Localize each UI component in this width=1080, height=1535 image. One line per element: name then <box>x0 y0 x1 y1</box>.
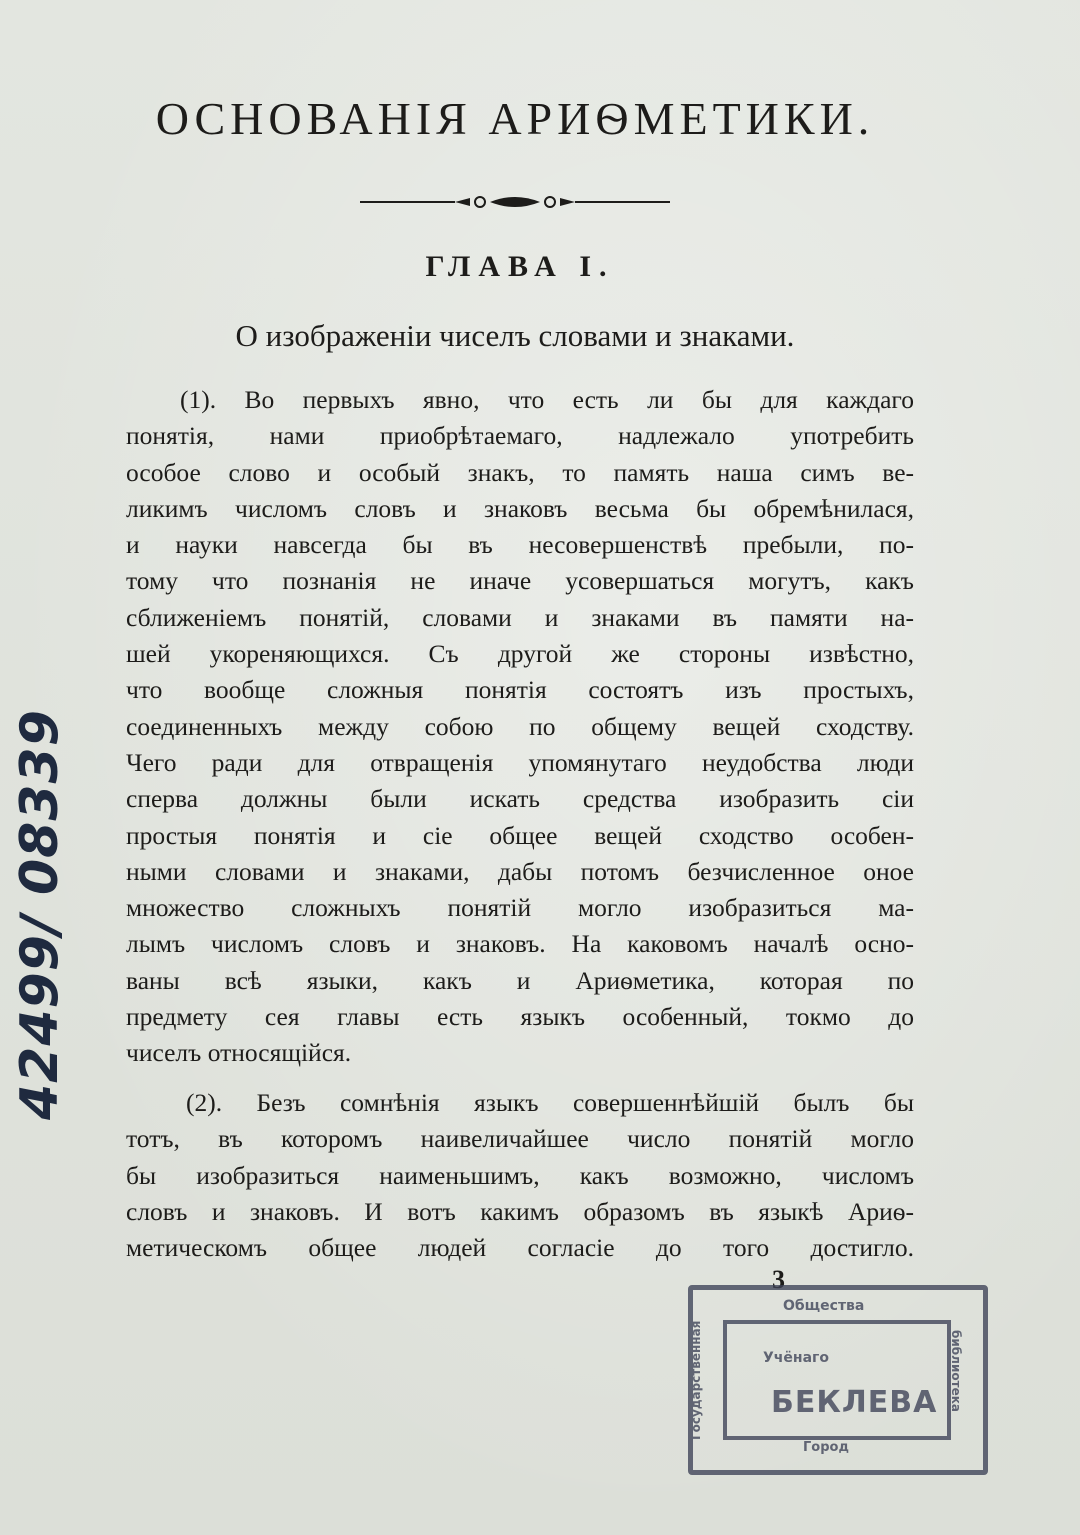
text-line: чиселъ относящійся. <box>126 1038 352 1068</box>
stamp-text-left: Государственная <box>689 1320 703 1440</box>
text-line: бы изобразиться наименьшимъ, какъ возможно, числомъ <box>126 1160 914 1190</box>
text-line: (2). Безъ сомнѣнія языкъ совершеннѣйшій былъ бы <box>186 1088 914 1117</box>
text-line: множество сложныхъ понятій могло изобразиться ма- <box>126 893 914 923</box>
text-line: что вообще сложныя понятія состоятъ изъ простыхъ, <box>126 675 914 705</box>
paragraph-2 <box>126 1085 914 1266</box>
text-line: предмету сея главы есть языкъ особенный, токмо до <box>126 1002 914 1032</box>
text-line: ными словами и знаками, дабы потомъ безчисленное оное <box>126 856 914 886</box>
text-line: сперва должны были искать средства изобразить сіи <box>126 784 914 814</box>
text-line: Чего ради для отвращенія упомянутаго неудобства люди <box>126 747 914 777</box>
text-line: сближеніемъ понятій, словами и знаками въ памяти на- <box>126 602 914 632</box>
paragraph-1 <box>126 382 914 1072</box>
text-line: соединенныхъ между собою по общему вещей сходству. <box>126 711 914 741</box>
text-line: понятія, нами приобрѣтаемаго, надлежало употребить <box>126 421 914 451</box>
text-line: простыя понятія и сіе общее вещей сходство особен- <box>126 820 914 850</box>
page-number: 3 <box>772 1265 785 1294</box>
stamp-text-bottom: Город <box>803 1440 849 1455</box>
text-line: (1). Во первыхъ явно, что есть ли бы для каждаго <box>180 385 914 414</box>
handwritten-shelfmark: 42499/ 08339 <box>10 709 70 1120</box>
stamp-text-top: Общества <box>783 1298 865 1314</box>
text-line: и науки навсегда бы въ несовершенствѣ пребыли, по- <box>126 530 914 560</box>
text-line: словъ и знаковъ. И вотъ какимъ образомъ въ языкѣ Ариѳ- <box>126 1196 914 1226</box>
chapter-subtitle: О изображеніи чиселъ словами и знаками. <box>235 318 795 353</box>
text-line: ваны всѣ языки, какъ и Ариѳметика, которая по <box>126 965 914 995</box>
library-stamp <box>688 1285 988 1475</box>
chapter-heading: ГЛАВА I. <box>425 250 615 283</box>
text-line: лымъ числомъ словъ и знаковъ. На каковомъ началѣ осно- <box>126 929 914 959</box>
stamp-text-middle: Учёнаго <box>763 1350 829 1366</box>
text-line: шей укореняющихся. Съ другой же стороны извѣстно, <box>126 639 914 669</box>
text-line: метическомъ общее людей согласіе до того достигло. <box>126 1233 914 1263</box>
stamp-text-right: библиотека <box>949 1330 963 1412</box>
text-line: ликимъ числомъ словъ и знаковъ весьма бы обремѣнилася, <box>126 493 914 523</box>
text-line: особое слово и особый знакъ, то память наша симъ ве- <box>126 457 914 487</box>
text-line: тотъ, въ которомъ наивеличайшее число понятій могло <box>126 1124 914 1154</box>
stamp-text-main: БЕКЛЕВА <box>771 1385 938 1420</box>
stamp-inner-frame <box>723 1320 951 1440</box>
text-line: тому что познанія не иначе усовершаться могутъ, какъ <box>126 566 914 596</box>
page-title: ОСНОВАНІЯ АРИѲМЕТИКИ. <box>155 93 875 144</box>
ornament-divider <box>360 190 670 214</box>
